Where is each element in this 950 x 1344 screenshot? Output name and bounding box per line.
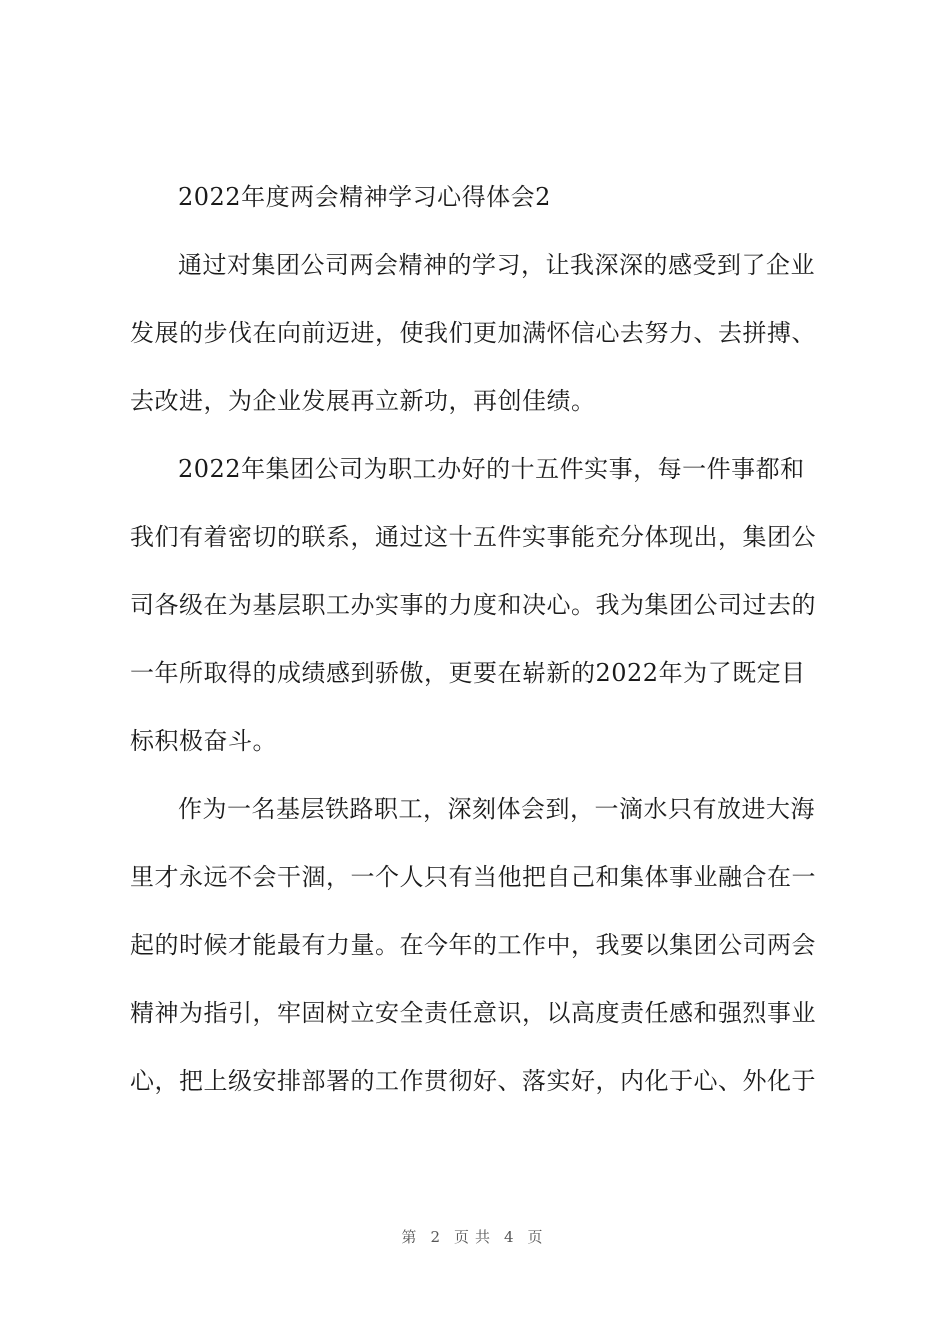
footer-label-pages: 页 [527, 1228, 549, 1246]
paragraph-line: 通过对集团公司两会精神的学习，让我深深的感受到了企业 [178, 251, 815, 279]
paragraph-line: 2022年集团公司为职工办好的十五件实事，每一件事都和 [178, 455, 805, 483]
paragraph-line: 作为一名基层铁路职工，深刻体会到，一滴水只有放进大海 [178, 795, 815, 823]
paragraph-line: 标积极奋斗。 [130, 727, 277, 755]
paragraph-line: 去改进，为企业发展再立新功，再创佳绩。 [130, 387, 596, 415]
footer-total-pages: 4 [504, 1228, 520, 1246]
paragraph-line: 心，把上级安排部署的工作贯彻好、落实好，内化于心、外化于 [130, 1067, 816, 1095]
footer-label-page: 第 [401, 1228, 423, 1246]
footer-label-of: 页共 [453, 1228, 496, 1246]
paragraph-line: 发展的步伐在向前迈进，使我们更加满怀信心去努力、去拼搏、 [130, 319, 816, 347]
paragraph-line: 里才永远不会干涸，一个人只有当他把自己和集体事业融合在一 [130, 863, 816, 891]
page-footer [0, 1226, 950, 1247]
paragraph-line: 我们有着密切的联系，通过这十五件实事能充分体现出，集团公 [130, 523, 816, 551]
paragraph-line: 一年所取得的成绩感到骄傲，更要在崭新的2022年为了既定目 [130, 659, 806, 687]
document-title: 2022年度两会精神学习心得体会2 [178, 183, 551, 211]
document-body [130, 172, 842, 1124]
footer-current-page: 2 [430, 1228, 446, 1246]
paragraph-line: 起的时候才能最有力量。在今年的工作中，我要以集团公司两会 [130, 931, 816, 959]
paragraph-line: 精神为指引，牢固树立安全责任意识，以高度责任感和强烈事业 [130, 999, 816, 1027]
paragraph-line: 司各级在为基层职工办实事的力度和决心。我为集团公司过去的 [130, 591, 816, 619]
